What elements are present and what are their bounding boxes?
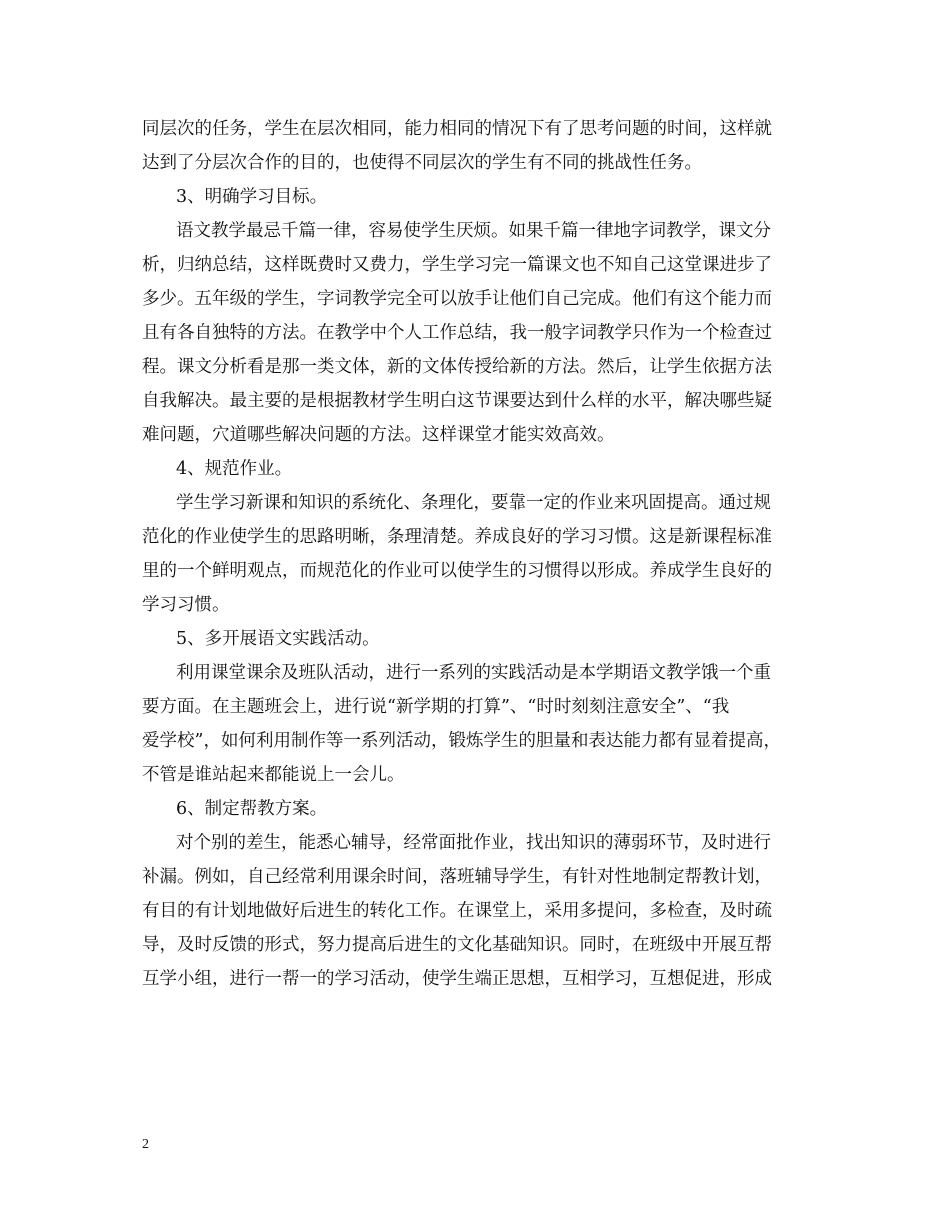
section-heading: 5、多开展语文实践活动。: [176, 629, 380, 649]
page-number: 2: [142, 1137, 149, 1152]
text-line: 导，及时反馈的形式，努力提高后进生的文化基础知识。同时，在班级中开展互帮: [142, 935, 772, 955]
text-line: 利用课堂课余及班队活动，进行一系列的实践活动是本学期语文教学饿一个重: [176, 663, 771, 683]
body-text: [142, 112, 814, 996]
text-line: 达到了分层次合作的目的，也使得不同层次的学生有不同的挑战性任务。: [142, 153, 702, 173]
text-line: 语文教学最忌千篇一律，容易使学生厌烦。如果千篇一律地字词教学，课文分: [176, 221, 771, 241]
text-line: 自我解决。最主要的是根据教材学生明白这节课要达到什么样的水平，解决哪些疑: [142, 391, 772, 411]
text-line: 析，归纳总结，这样既费时又费力，学生学习完一篇课文也不知自己这堂课进步了: [142, 255, 772, 275]
text-line: 补漏。例如，自己经常利用课余时间，落班辅导学生，有针对性地制定帮教计划，: [142, 867, 772, 887]
text-line: 互学小组，进行一帮一的学习活动，使学生端正思想，互相学习，互想促进，形成: [142, 969, 772, 989]
text-line: 对个别的差生，能悉心辅导，经常面批作业，找出知识的薄弱环节，及时进行: [176, 833, 771, 853]
text-line: 多少。五年级的学生，字词教学完全可以放手让他们自己完成。他们有这个能力而: [142, 289, 772, 309]
text-line: 范化的作业使学生的思路明晰，条理清楚。养成良好的学习习惯。这是新课程标准: [142, 527, 772, 547]
text-line: 里的一个鲜明观点，而规范化的作业可以使学生的习惯得以形成。养成学生良好的: [142, 561, 772, 581]
section-heading: 3、明确学习目标。: [176, 187, 328, 207]
text-line: 同层次的任务，学生在层次相同，能力相同的情况下有了思考问题的时间，这样就: [142, 119, 772, 139]
text-line: 学生学习新课和知识的系统化、条理化，要靠一定的作业来巩固提高。通过规: [176, 493, 771, 513]
text-line: 有目的有计划地做好后进生的转化工作。在课堂上，采用多提问，多检查，及时疏: [142, 901, 772, 921]
section-heading: 6、制定帮教方案。: [176, 799, 328, 819]
text-line: 爱学校”，如何利用制作等一系列活动，锻炼学生的胆量和表达能力都有显着提高，: [142, 731, 781, 751]
text-line: 且有各自独特的方法。在教学中个人工作总结，我一般字词教学只作为一个检查过: [142, 323, 772, 343]
text-line: 学习习惯。: [142, 595, 230, 615]
text-line: 难问题，穴道哪些解决问题的方法。这样课堂才能实效高效。: [142, 425, 615, 445]
text-line: 程。课文分析看是那一类文体，新的文体传授给新的方法。然后，让学生依据方法: [142, 357, 772, 377]
text-line: 不管是谁站起来都能说上一会儿。: [142, 765, 405, 785]
text-line: 要方面。在主题班会上，进行说“新学期的打算”、“时时刻刻注意安全”、“我: [142, 697, 730, 717]
section-heading: 4、规范作业。: [176, 459, 293, 479]
